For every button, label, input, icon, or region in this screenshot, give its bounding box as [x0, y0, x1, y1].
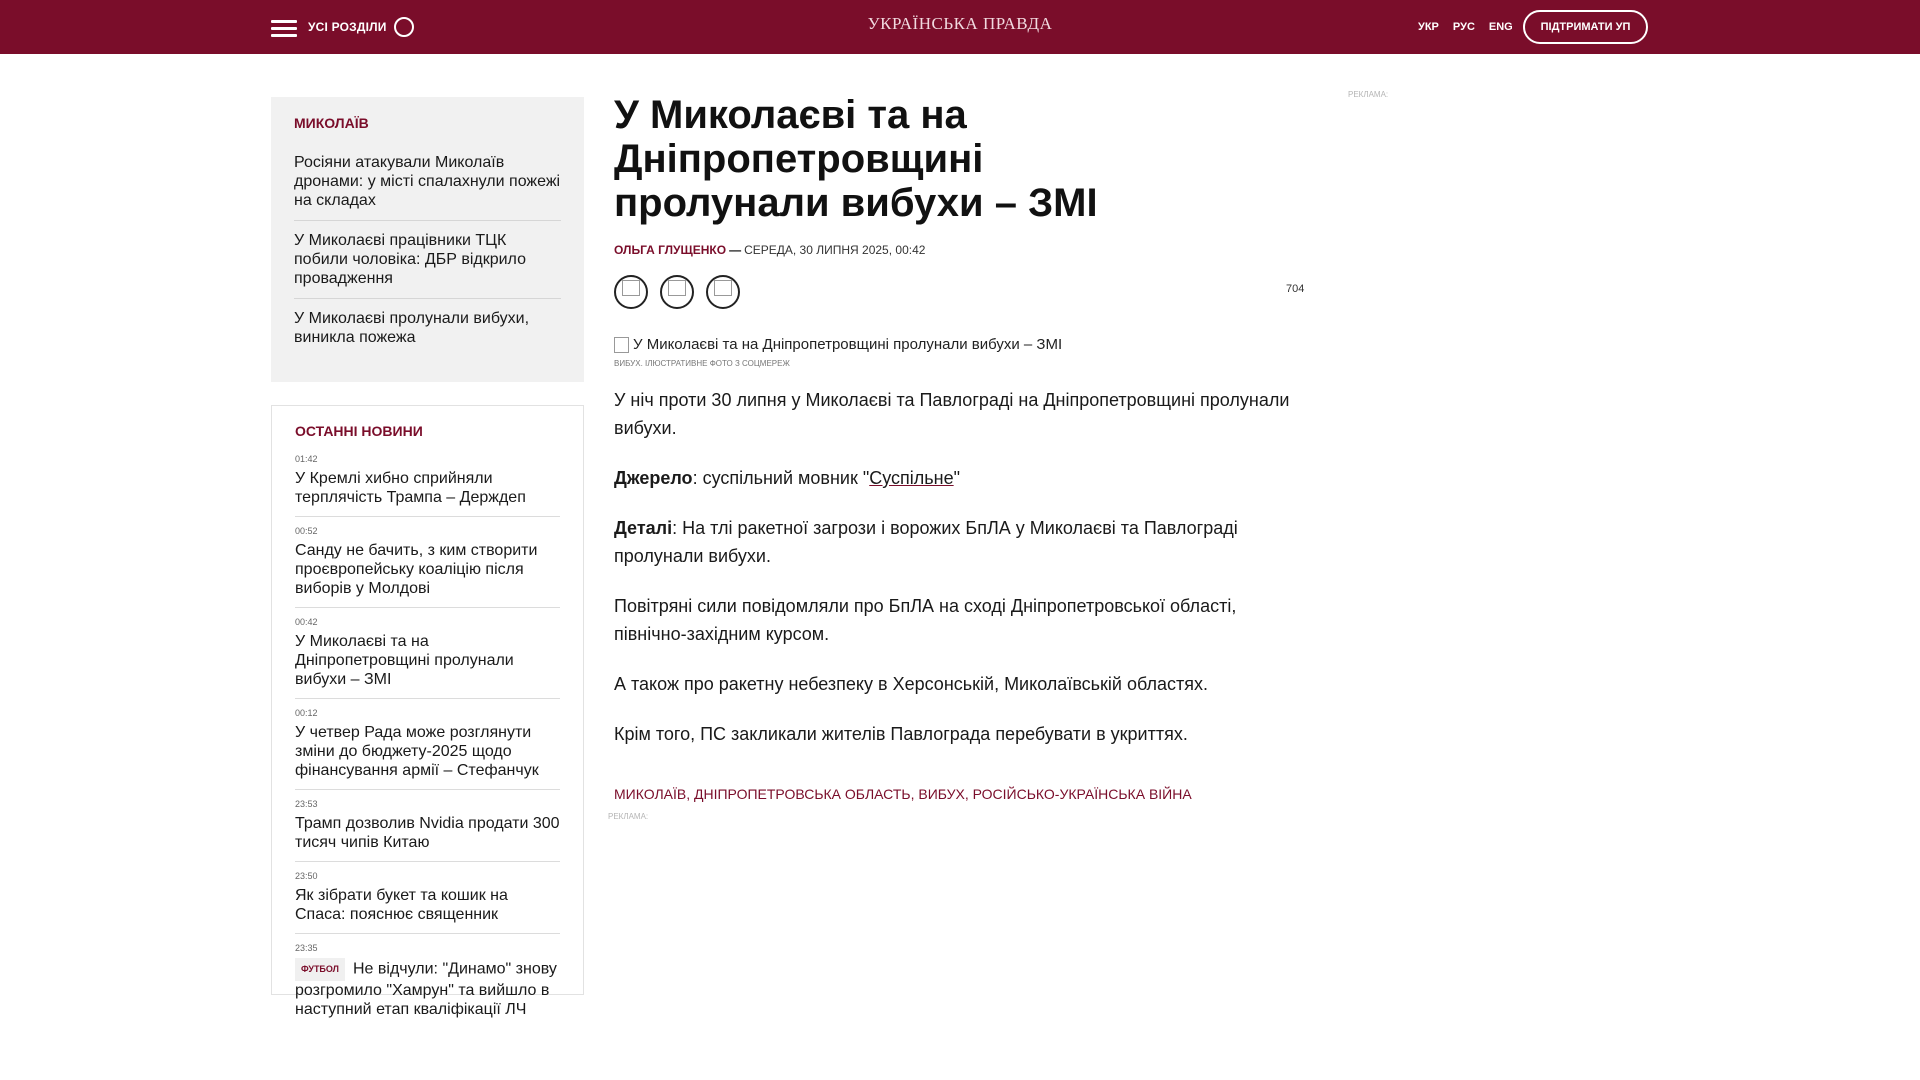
- news-item[interactable]: [295, 868, 560, 934]
- news-time: 23:50: [295, 871, 318, 881]
- paragraph-source: Джерело: суспільний мовник "Суспільне": [614, 468, 961, 488]
- source-label: Джерело: [614, 468, 693, 488]
- view-count: 704: [1286, 283, 1305, 295]
- news-title[interactable]: Санду не бачить, з ким створити проєвропейську коаліцію після виборів у Молдові: [295, 542, 538, 597]
- all-sections-link[interactable]: УСІ РОЗДІЛИ: [308, 20, 387, 34]
- news-time: 01:42: [295, 454, 318, 464]
- news-time: 00:12: [295, 708, 318, 718]
- tag-link[interactable]: ВИБУХ: [918, 786, 965, 802]
- ad-label-right: РЕКЛАМА:: [1348, 90, 1389, 99]
- lang-ukr[interactable]: УКР: [1418, 21, 1439, 33]
- author-link[interactable]: ОЛЬГА ГЛУЩЕНКО: [614, 243, 727, 257]
- latest-news-block: [271, 405, 584, 1018]
- news-item[interactable]: [295, 451, 560, 517]
- news-title[interactable]: ФУТБОЛ Не відчули: "Динамо" знову розгромило "Хамрун" та вийшло в наступний етап кваліфікації ЛЧ: [295, 958, 560, 1019]
- site-logo: УКРАЇНСЬКА ПРАВДА: [867, 14, 1053, 33]
- news-item[interactable]: [295, 705, 560, 790]
- ad-label-bottom: РЕКЛАМА:: [608, 812, 649, 821]
- news-title[interactable]: У Кремлі хибно сприйняли терплячість Трампа – Держдеп: [295, 470, 526, 506]
- lang-eng[interactable]: ENG: [1488, 21, 1513, 33]
- publish-date: СЕРЕДА, 30 ЛИПНЯ 2025, 00:42: [744, 243, 926, 257]
- language-switcher: [1418, 21, 1513, 33]
- news-title[interactable]: Як зібрати букет та кошик на Спаса: пояснює священник: [295, 887, 508, 923]
- city-block-title[interactable]: МИКОЛАЇВ: [294, 115, 369, 131]
- news-item[interactable]: [295, 796, 560, 862]
- top-header: [0, 0, 1920, 54]
- city-news-item[interactable]: У Миколаєві пролунали вибухи, виникла пожежа: [294, 310, 530, 346]
- paragraph: У ніч проти 30 липня у Миколаєві та Павлограді на Дніпропетровщині пролунали вибухи.: [614, 390, 1290, 438]
- city-news-block: [271, 97, 584, 382]
- menu-icon[interactable]: [271, 20, 297, 37]
- paragraph: А також про ракетну небезпеку в Херсонській, Миколаївській областях.: [614, 674, 1209, 694]
- paragraph-details: Деталі: На тлі ракетної загрози і ворожих БпЛА у Миколаєві та Павлограді пролунали вибухи.: [614, 518, 1238, 566]
- news-title[interactable]: У Миколаєві та на Дніпропетровщині пролунали вибухи – ЗМІ: [295, 633, 514, 688]
- share-row: [614, 275, 1314, 313]
- paragraph: Повітряні сили повідомляли про БпЛА на сході Дніпропетровської області, північно-західним курсом.: [614, 596, 1237, 644]
- tag-link[interactable]: РОСІЙСЬКО-УКРАЇНСЬКА ВІЙНА: [972, 786, 1192, 802]
- byline-dash: —: [729, 243, 742, 257]
- news-time: 00:52: [295, 526, 318, 536]
- article-headline: У Миколаєві та на Дніпропетровщині пролунали вибухи – ЗМІ: [614, 93, 1098, 225]
- tag-link[interactable]: ДНІПРОПЕТРОВСЬКА ОБЛАСТЬ: [694, 786, 911, 802]
- article-image: [614, 336, 1314, 353]
- news-time: 23:35: [295, 943, 318, 953]
- city-news-item[interactable]: У Миколаєві працівники ТЦК побили чоловіка: ДБР відкрило провадження: [294, 221, 561, 299]
- news-item[interactable]: [295, 614, 560, 699]
- lang-rus[interactable]: РУС: [1452, 21, 1475, 33]
- broken-image-icon: [614, 337, 629, 353]
- share-telegram-icon[interactable]: [706, 275, 740, 309]
- source-link[interactable]: Суспільне: [869, 468, 954, 488]
- latest-news-title[interactable]: ОСТАННІ НОВИНИ: [295, 423, 423, 439]
- share-twitter-icon[interactable]: [660, 275, 694, 309]
- category-badge[interactable]: ФУТБОЛ: [295, 958, 345, 981]
- search-icon[interactable]: [394, 17, 414, 37]
- news-title[interactable]: Трамп дозволив Nvidia продати 300 тисяч чипів Китаю: [295, 815, 560, 851]
- news-time: 00:42: [295, 617, 318, 627]
- news-title[interactable]: У четвер Рада може розглянути зміни до бюджету-2025 щодо фінансування армії – Стефанчук: [295, 724, 539, 779]
- paragraph: Крім того, ПС закликали жителів Павлограда перебувати в укриттях.: [614, 724, 1188, 744]
- share-facebook-icon[interactable]: [614, 275, 648, 309]
- image-credit: ВИБУХ. ІЛЮСТРАТИВНЕ ФОТО З СОЦМЕРЕЖ: [614, 359, 790, 368]
- news-item[interactable]: [295, 523, 560, 608]
- article: [614, 93, 1314, 802]
- news-time: 23:53: [295, 799, 318, 809]
- tag-link[interactable]: МИКОЛАЇВ: [614, 786, 687, 802]
- article-tags: МИКОЛАЇВ, ДНІПРОПЕТРОВСЬКА ОБЛАСТЬ, ВИБУХ, РОСІЙСЬКО-УКРАЇНСЬКА ВІЙНА: [614, 786, 1192, 802]
- details-label: Деталі: [614, 518, 673, 538]
- news-item[interactable]: [295, 940, 560, 1028]
- city-news-item[interactable]: Росіяни атакували Миколаїв дронами: у місті спалахнули пожежі на складах: [294, 143, 561, 221]
- byline: [614, 243, 1314, 257]
- support-button[interactable]: ПІДТРИМАТИ УП: [1523, 10, 1648, 44]
- image-alt-text: У Миколаєві та на Дніпропетровщині пролунали вибухи – ЗМІ: [633, 336, 1063, 353]
